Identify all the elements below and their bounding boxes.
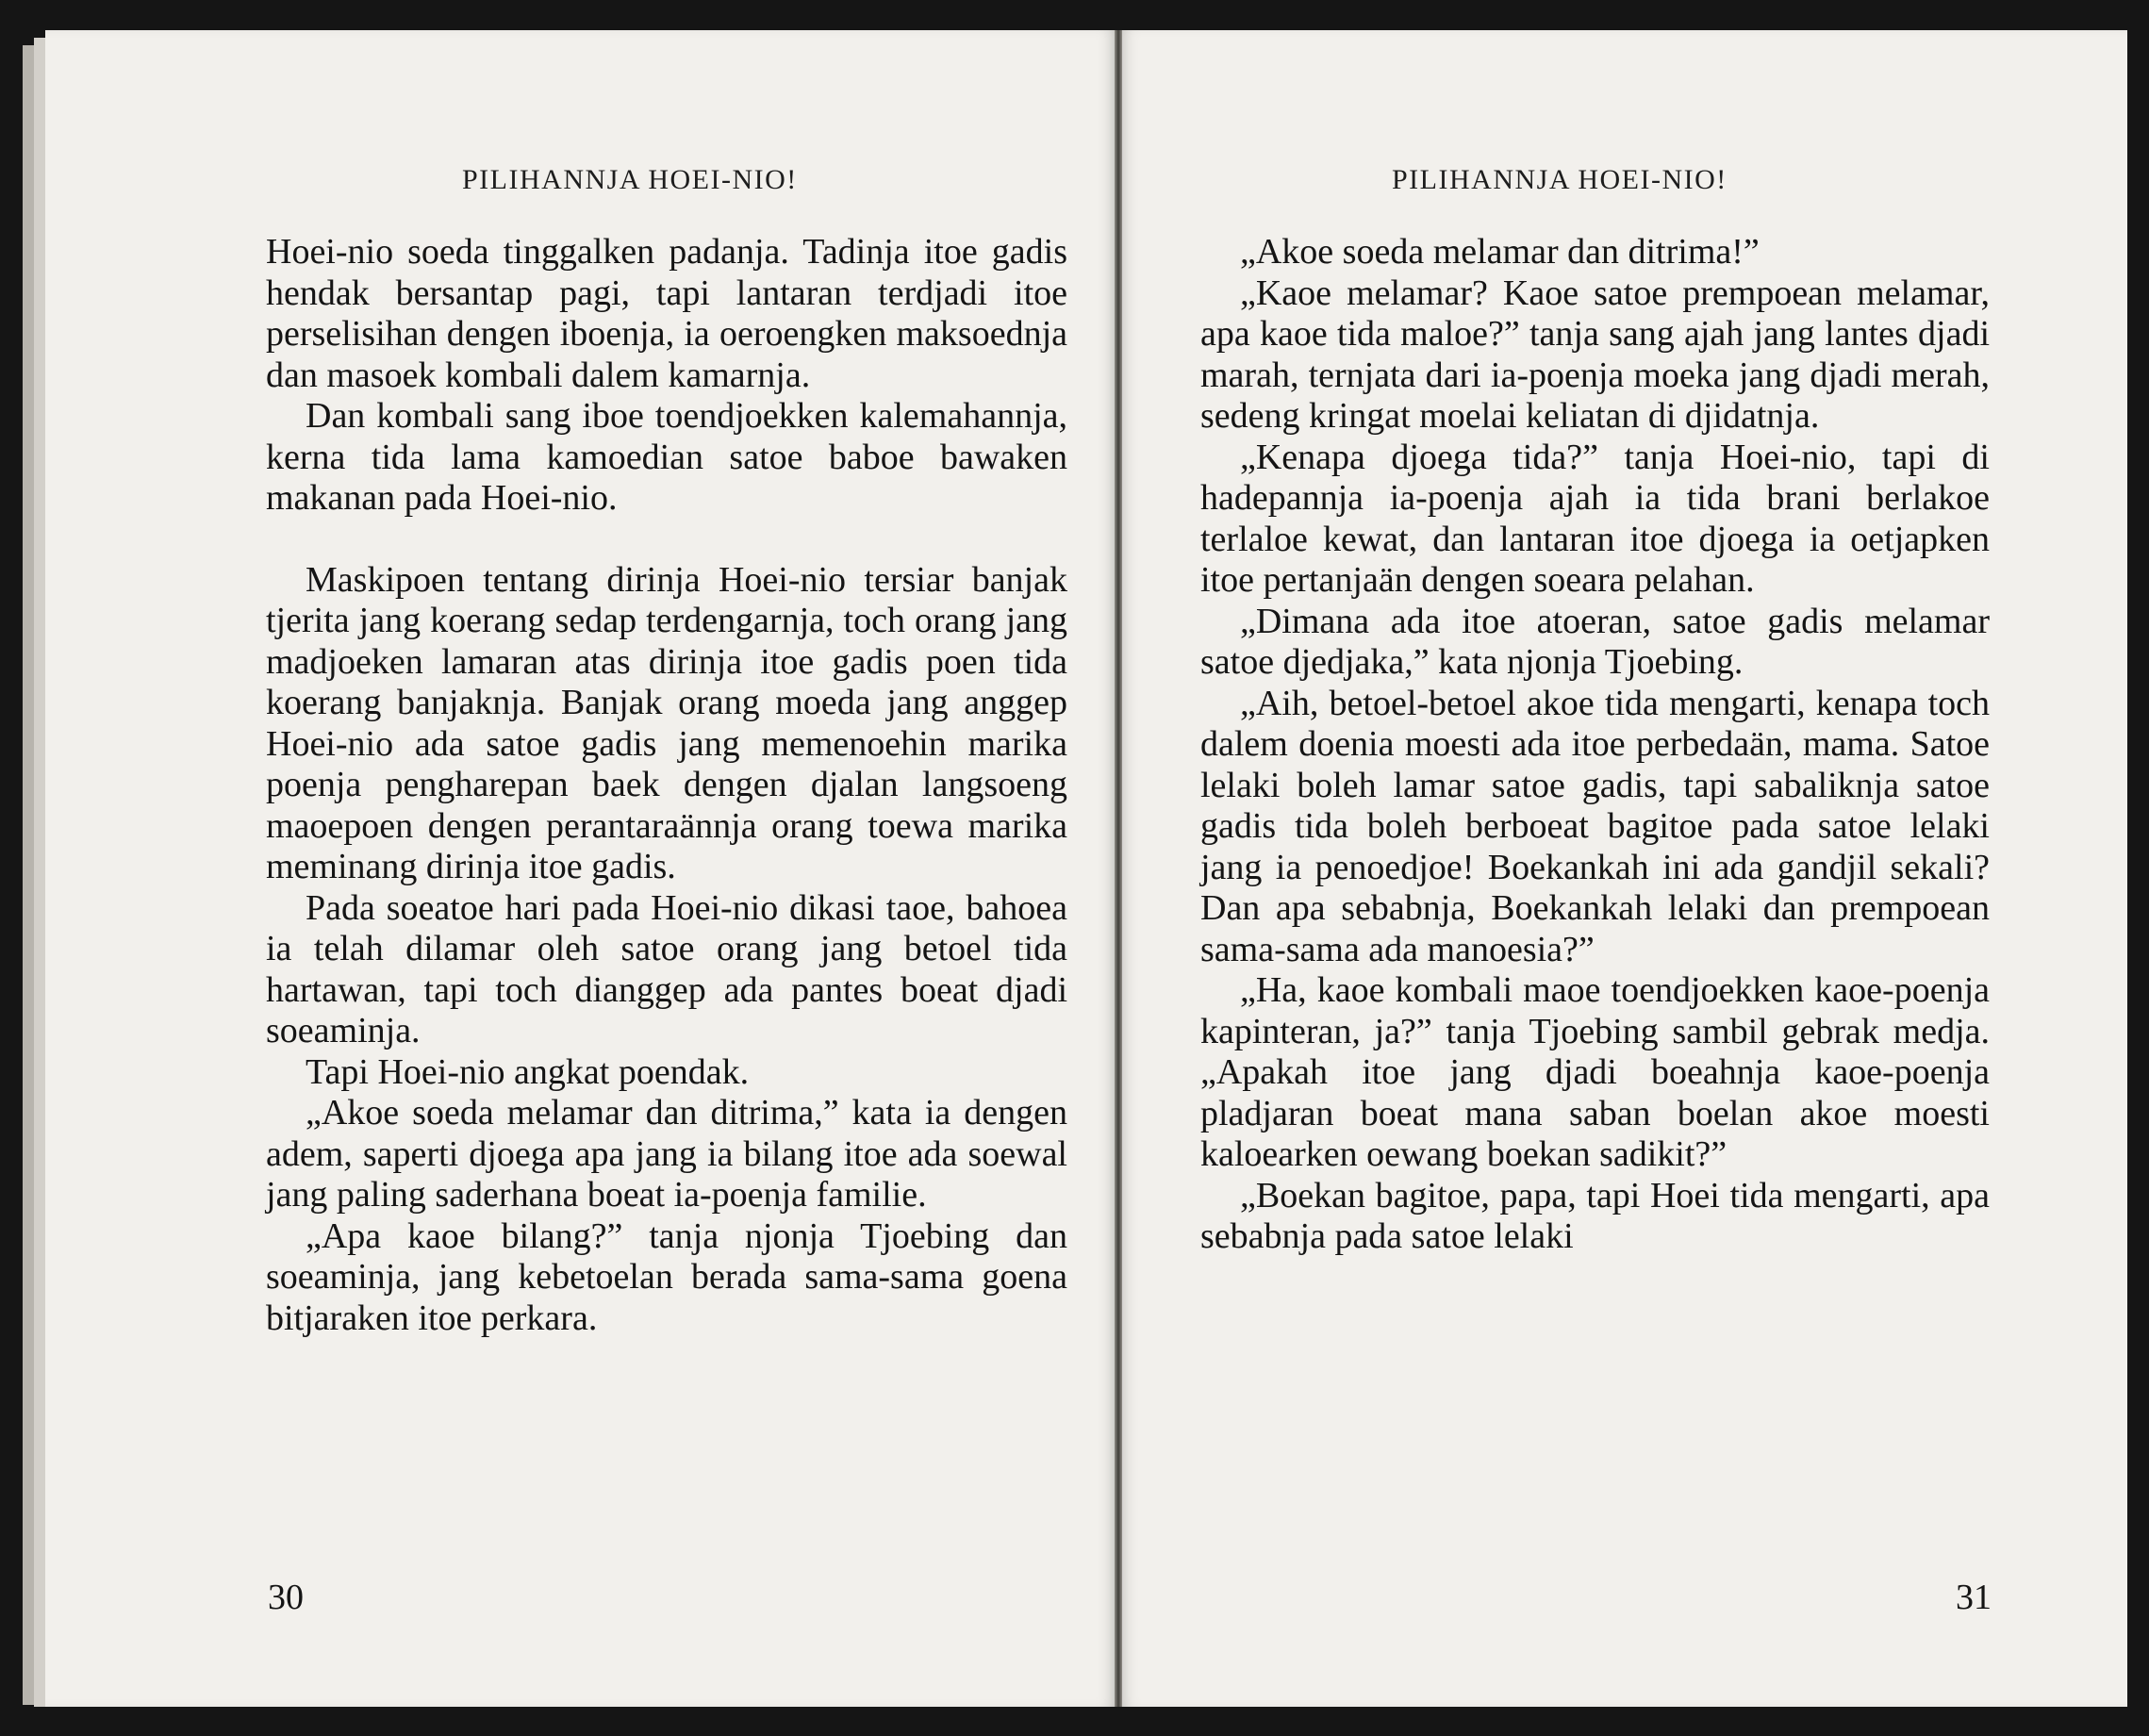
- running-head: PILIHANNJA HOEI-NIO!: [1392, 164, 1727, 195]
- paragraph: Tapi Hoei-nio angkat poendak.: [306, 1051, 750, 1092]
- paragraph: „Aih, betoel-betoel akoe tida mengarti, kenapa toch dalem doenia moesti ada itoe perbedaän, mama. Satoe lelaki boleh lamar satoe gadis, tapi sabaliknja satoe gadis tida boleh berboeat bagitoe pada satoe lelaki jang ia penoedjoe! Boekankah ini ada gandjil sekali? Dan apa sebabnja, Boekankah lelaki dan prempoean sama-sama ada manoesia?”: [1200, 683, 1990, 969]
- book-gutter: [1115, 30, 1122, 1707]
- paragraph: „Akoe soeda melamar dan ditrima,” kata ia dengen adem, saperti djoega apa jang ia bilang itoe ada soewal jang paling saderhana boeat ia-poenja familie.: [266, 1093, 1067, 1215]
- running-head: PILIHANNJA HOEI-NIO!: [462, 164, 798, 195]
- paragraph: „Kaoe melamar? Kaoe satoe prempoean melamar, apa kaoe tida maloe?” tanja sang ajah jang lantes djadi marah, ternjata dari ia-poenja moeka jang djadi merah, sedeng kringat moelai keliatan di djidatnja.: [1200, 273, 1990, 436]
- page-number: 30: [268, 1578, 304, 1617]
- paragraph: „Boekan bagitoe, papa, tapi Hoei tida mengarti, apa sebabnja pada satoe lelaki: [1200, 1175, 1990, 1256]
- paragraph: „Akoe soeda melamar dan ditrima!”: [1240, 232, 1760, 272]
- page-number: 31: [1956, 1578, 1992, 1617]
- paragraph: Maskipoen tentang dirinja Hoei-nio tersiar banjak tjerita jang koerang sedap terdengarnja, toch orang jang madjoeken lamaran atas dirinja itoe gadis poen tida koerang banjaknja. Banjak orang moeda jang anggep Hoei-nio ada satoe gadis jang memenoehin marika poenja pengharepan baek dengen djalan langsoeng maoepoen dengen perantaraännja orang toewa marika meminang dirinja itoe gadis.: [266, 559, 1067, 886]
- paragraph: „Ha, kaoe kombali maoe toendjoekken kaoe-poenja kapinteran, ja?” tanja Tjoebing sambil gebrak medja. „Apakah itoe jang djadi boeahnja kaoe-poenja pladjaran boeat mana saban boelan akoe moesti kaloearken oewang boekan sadikit?”: [1200, 970, 1990, 1174]
- paragraph: Hoei-nio soeda tinggalken padanja. Tadinja itoe gadis hendak bersantap pagi, tapi lantaran terdjadi itoe perselisihan dengen iboenja, ia oeroengken maksoednja dan masoek kombali dalem kamarnja.: [266, 232, 1067, 395]
- body-text: [1200, 232, 1990, 1258]
- right-page: [1118, 30, 2127, 1707]
- paragraph: „Kenapa djoega tida?” tanja Hoei-nio, tapi di hadepannja ia-poenja ajah ia tida brani berlakoe terlaloe kewat, dan lantaran itoe djoega ia oetjapken itoe pertanjaän dengen soeara pelahan.: [1200, 437, 1990, 600]
- paragraph: „Dimana ada itoe atoeran, satoe gadis melamar satoe djedjaka,” kata njonja Tjoebing.: [1200, 601, 1990, 682]
- left-page: [45, 30, 1118, 1707]
- paragraph: Pada soeatoe hari pada Hoei-nio dikasi taoe, bahoea ia telah dilamar oleh satoe orang jang betoel tida hartawan, tapi toch dianggep ada pantes boeat djadi soeaminja.: [266, 887, 1067, 1050]
- paragraph: Dan kombali sang iboe toendjoekken kalemahannja, kerna tida lama kamoedian satoe baboe bawaken makanan pada Hoei-nio.: [266, 396, 1067, 518]
- paragraph: „Apa kaoe bilang?” tanja njonja Tjoebing dan soeaminja, jang kebetoelan berada sama-sama goena bitjaraken itoe perkara.: [266, 1215, 1067, 1338]
- body-text: [266, 232, 1067, 1339]
